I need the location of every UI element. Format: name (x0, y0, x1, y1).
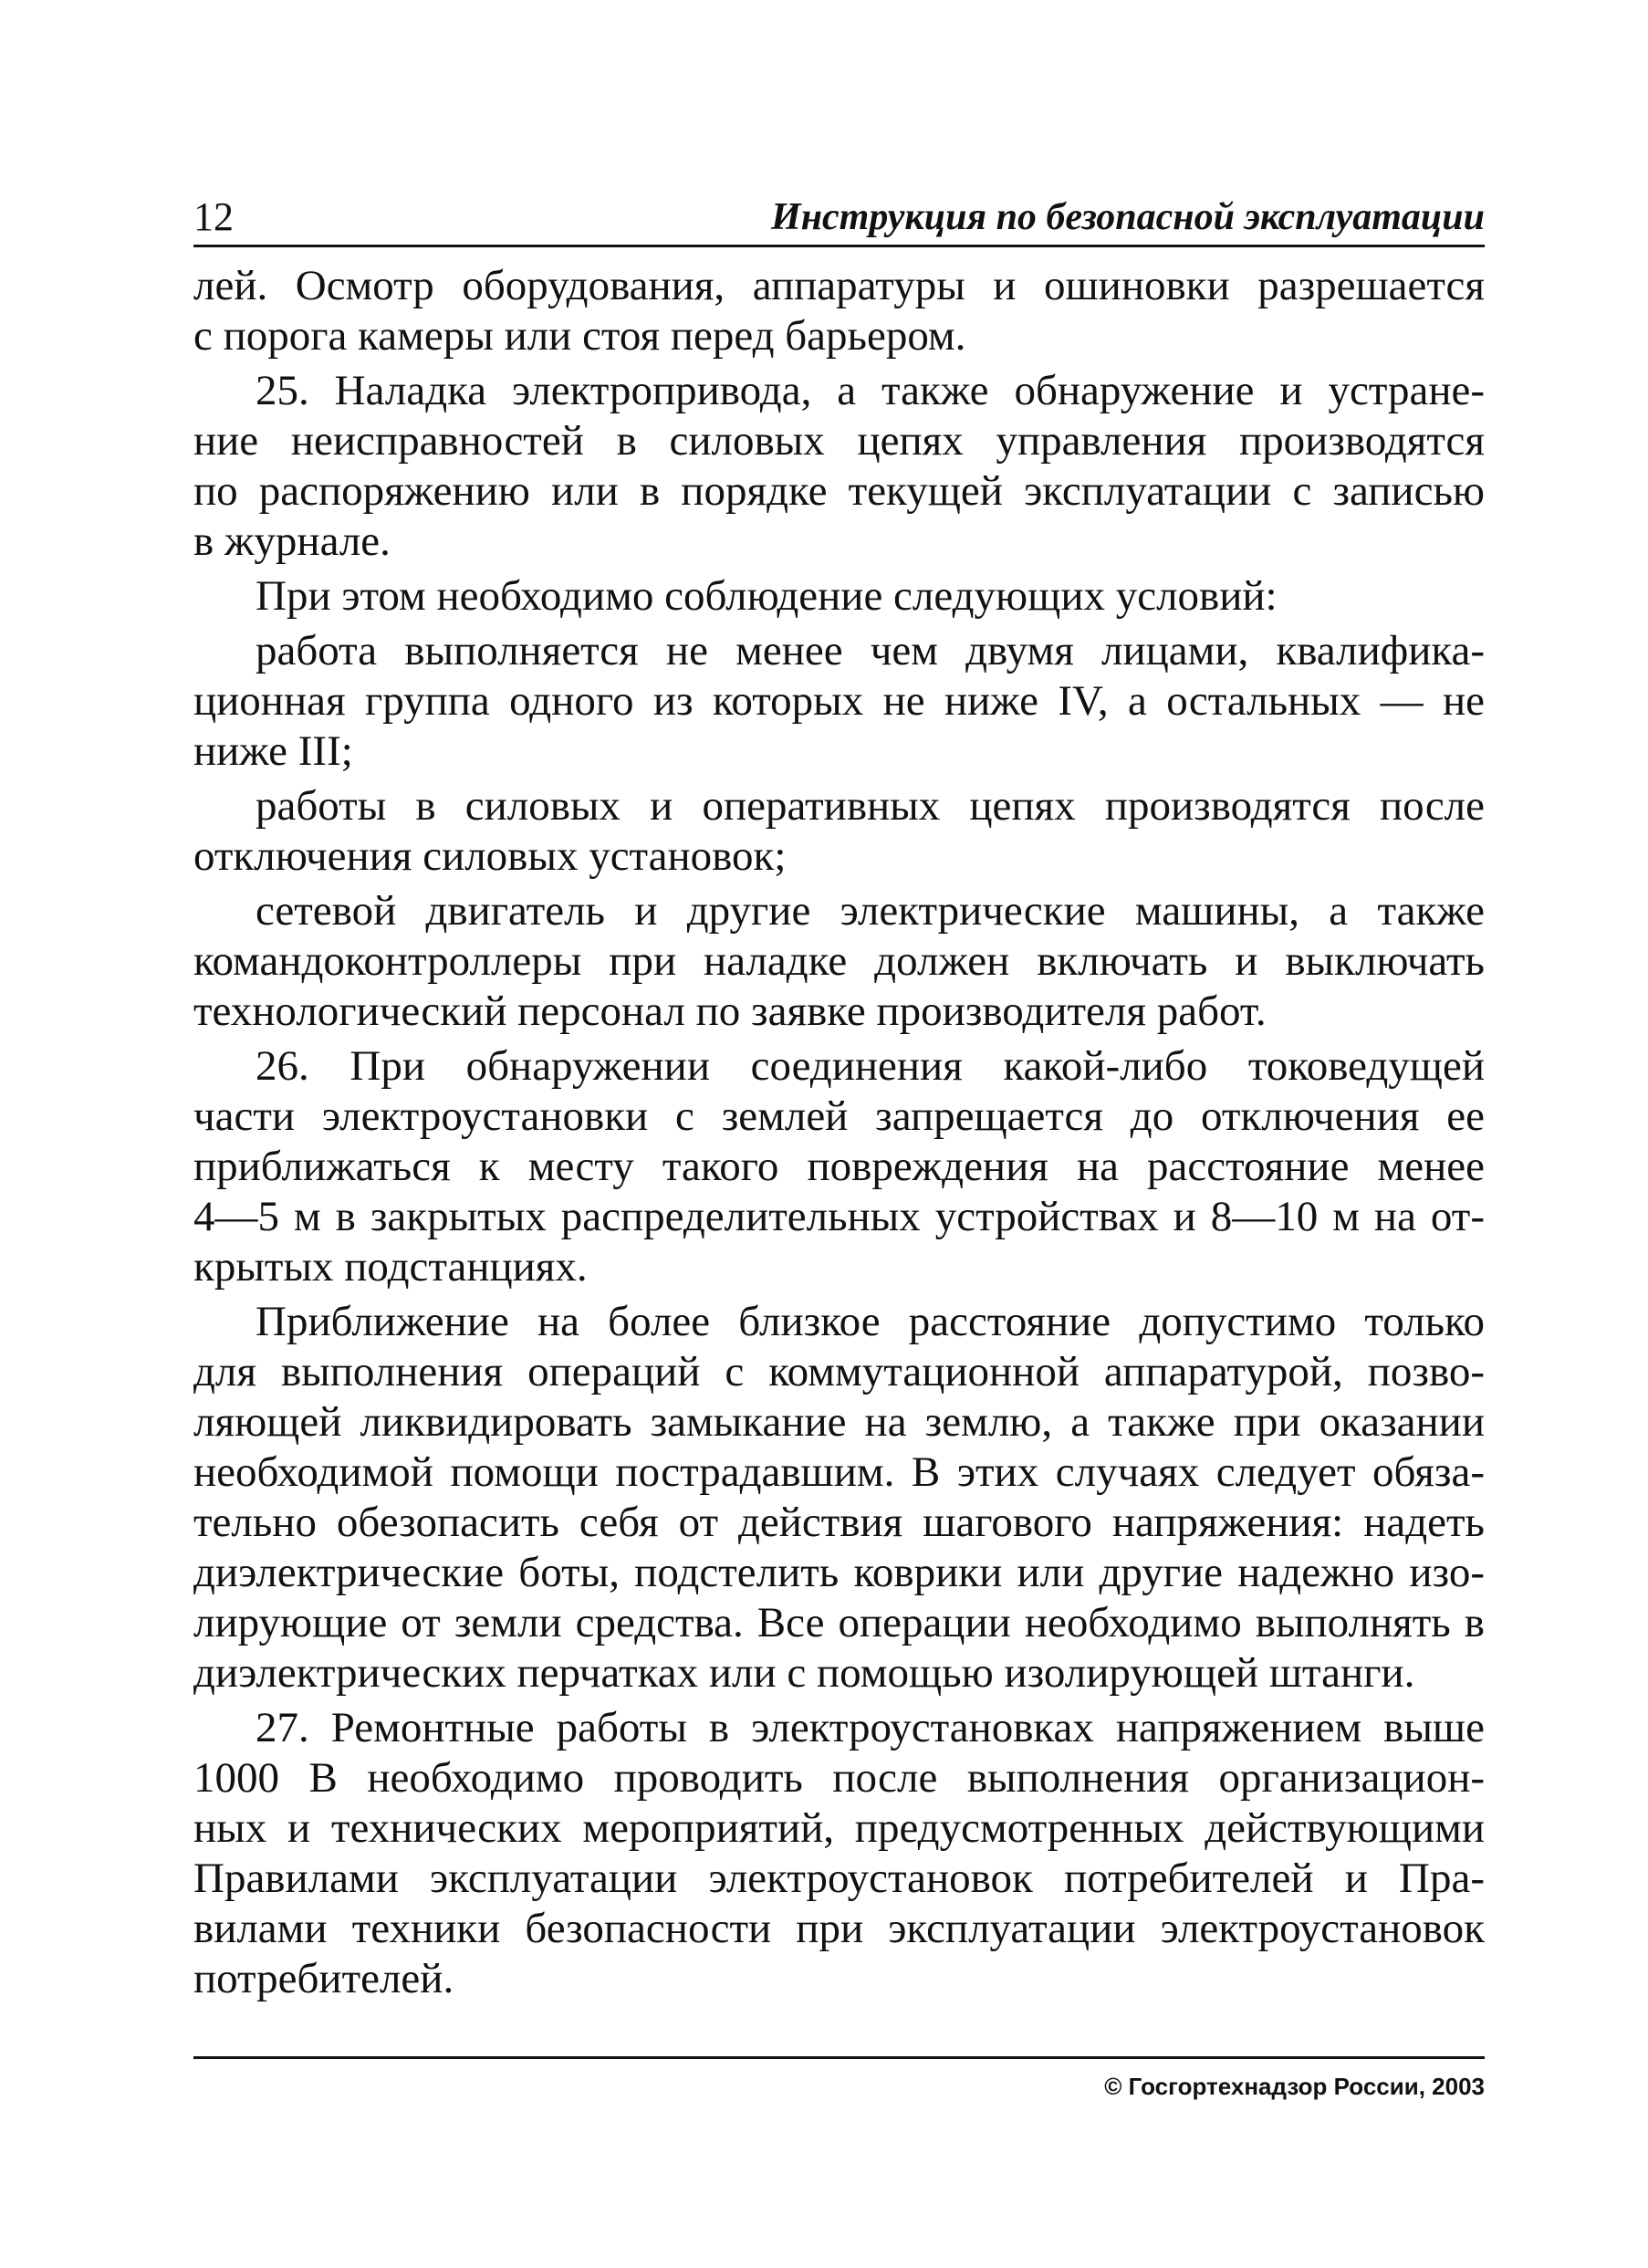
text-line: работа выполняется не менее чем двумя лицами, квалифика- (256, 627, 1485, 674)
text-line: по распоряжению или в порядке текущей эксплуатации с записью (193, 467, 1485, 515)
copyright-notice: © Госгортехнадзор России, 2003 (1104, 2073, 1485, 2100)
text-line: сетевой двигатель и другие электрические машины, а также (256, 887, 1485, 935)
text-line: ляющей ликвидировать замыкание на землю, а также при оказании (193, 1398, 1485, 1446)
text-line: отключения силовых установок; (193, 832, 787, 880)
text-line: ние неисправностей в силовых цепях управления производятся (193, 417, 1485, 465)
text-line: с порога камеры или стоя перед барьером. (193, 312, 966, 360)
text-line: в журнале. (193, 517, 391, 565)
page-header (193, 192, 1485, 243)
text-line: потребителей. (193, 1955, 454, 2002)
text-line: вилами техники безопасности при эксплуатации электроустановок (193, 1905, 1485, 1952)
text-line: ционная группа одного из которых не ниже IV, а остальных — не (193, 677, 1485, 725)
text-line: необходимой помощи пострадавшим. В этих случаях следует обяза- (193, 1448, 1485, 1496)
running-title: Инструкция по безопасной эксплуатации (771, 196, 1485, 238)
text-line: диэлектрические боты, подстелить коврики или другие надежно изо- (193, 1549, 1485, 1596)
text-line: лей. Осмотр оборудования, аппаратуры и ошиновки разрешается (193, 262, 1485, 309)
text-line: командоконтроллеры при наладке должен включать и выключать (193, 937, 1485, 985)
text-line: ных и технических мероприятий, предусмотренных действующими (193, 1804, 1485, 1852)
text-line: крытых подстанциях. (193, 1243, 588, 1291)
header-divider (193, 245, 1485, 247)
text-line: лирующие от земли средства. Все операции необходимо выполнять в (193, 1599, 1485, 1646)
text-line: Правилами эксплуатации электроустановок потребителей и Пра- (193, 1855, 1485, 1902)
text-line: ниже III; (193, 727, 353, 775)
text-line: работы в силовых и оперативных цепях производятся после (256, 782, 1485, 830)
footer-divider (193, 2056, 1485, 2059)
text-line: Приближение на более близкое расстояние допустимо только (256, 1298, 1485, 1345)
text-line: диэлектрических перчатках или с помощью изолирующей штанги. (193, 1649, 1415, 1697)
text-line: 1000 В необходимо проводить после выполнения организацион- (193, 1754, 1485, 1802)
text-line: тельно обезопасить себя от действия шагового напряжения: надеть (193, 1499, 1485, 1546)
text-line: 25. Наладка электропривода, а также обнаружение и устране- (256, 367, 1485, 414)
text-line: для выполнения операций с коммутационной аппаратурой, позво- (193, 1348, 1485, 1395)
text-line: приближаться к месту такого повреждения на расстояние менее (193, 1143, 1485, 1190)
text-line: 26. При обнаружении соединения какой-либо токоведущей (256, 1042, 1485, 1090)
text-line: 27. Ремонтные работы в электроустановках напряжением выше (256, 1704, 1485, 1751)
page-number: 12 (193, 194, 234, 239)
text-line: технологический персонал по заявке производителя работ. (193, 988, 1267, 1035)
text-line: части электроустановки с землей запрещается до отключения ее (193, 1092, 1485, 1140)
text-line: 4—5 м в закрытых распределительных устройствах и 8—10 м на от- (193, 1193, 1485, 1240)
text-line: При этом необходимо соблюдение следующих условий: (256, 572, 1278, 620)
body-text (193, 261, 1485, 2004)
